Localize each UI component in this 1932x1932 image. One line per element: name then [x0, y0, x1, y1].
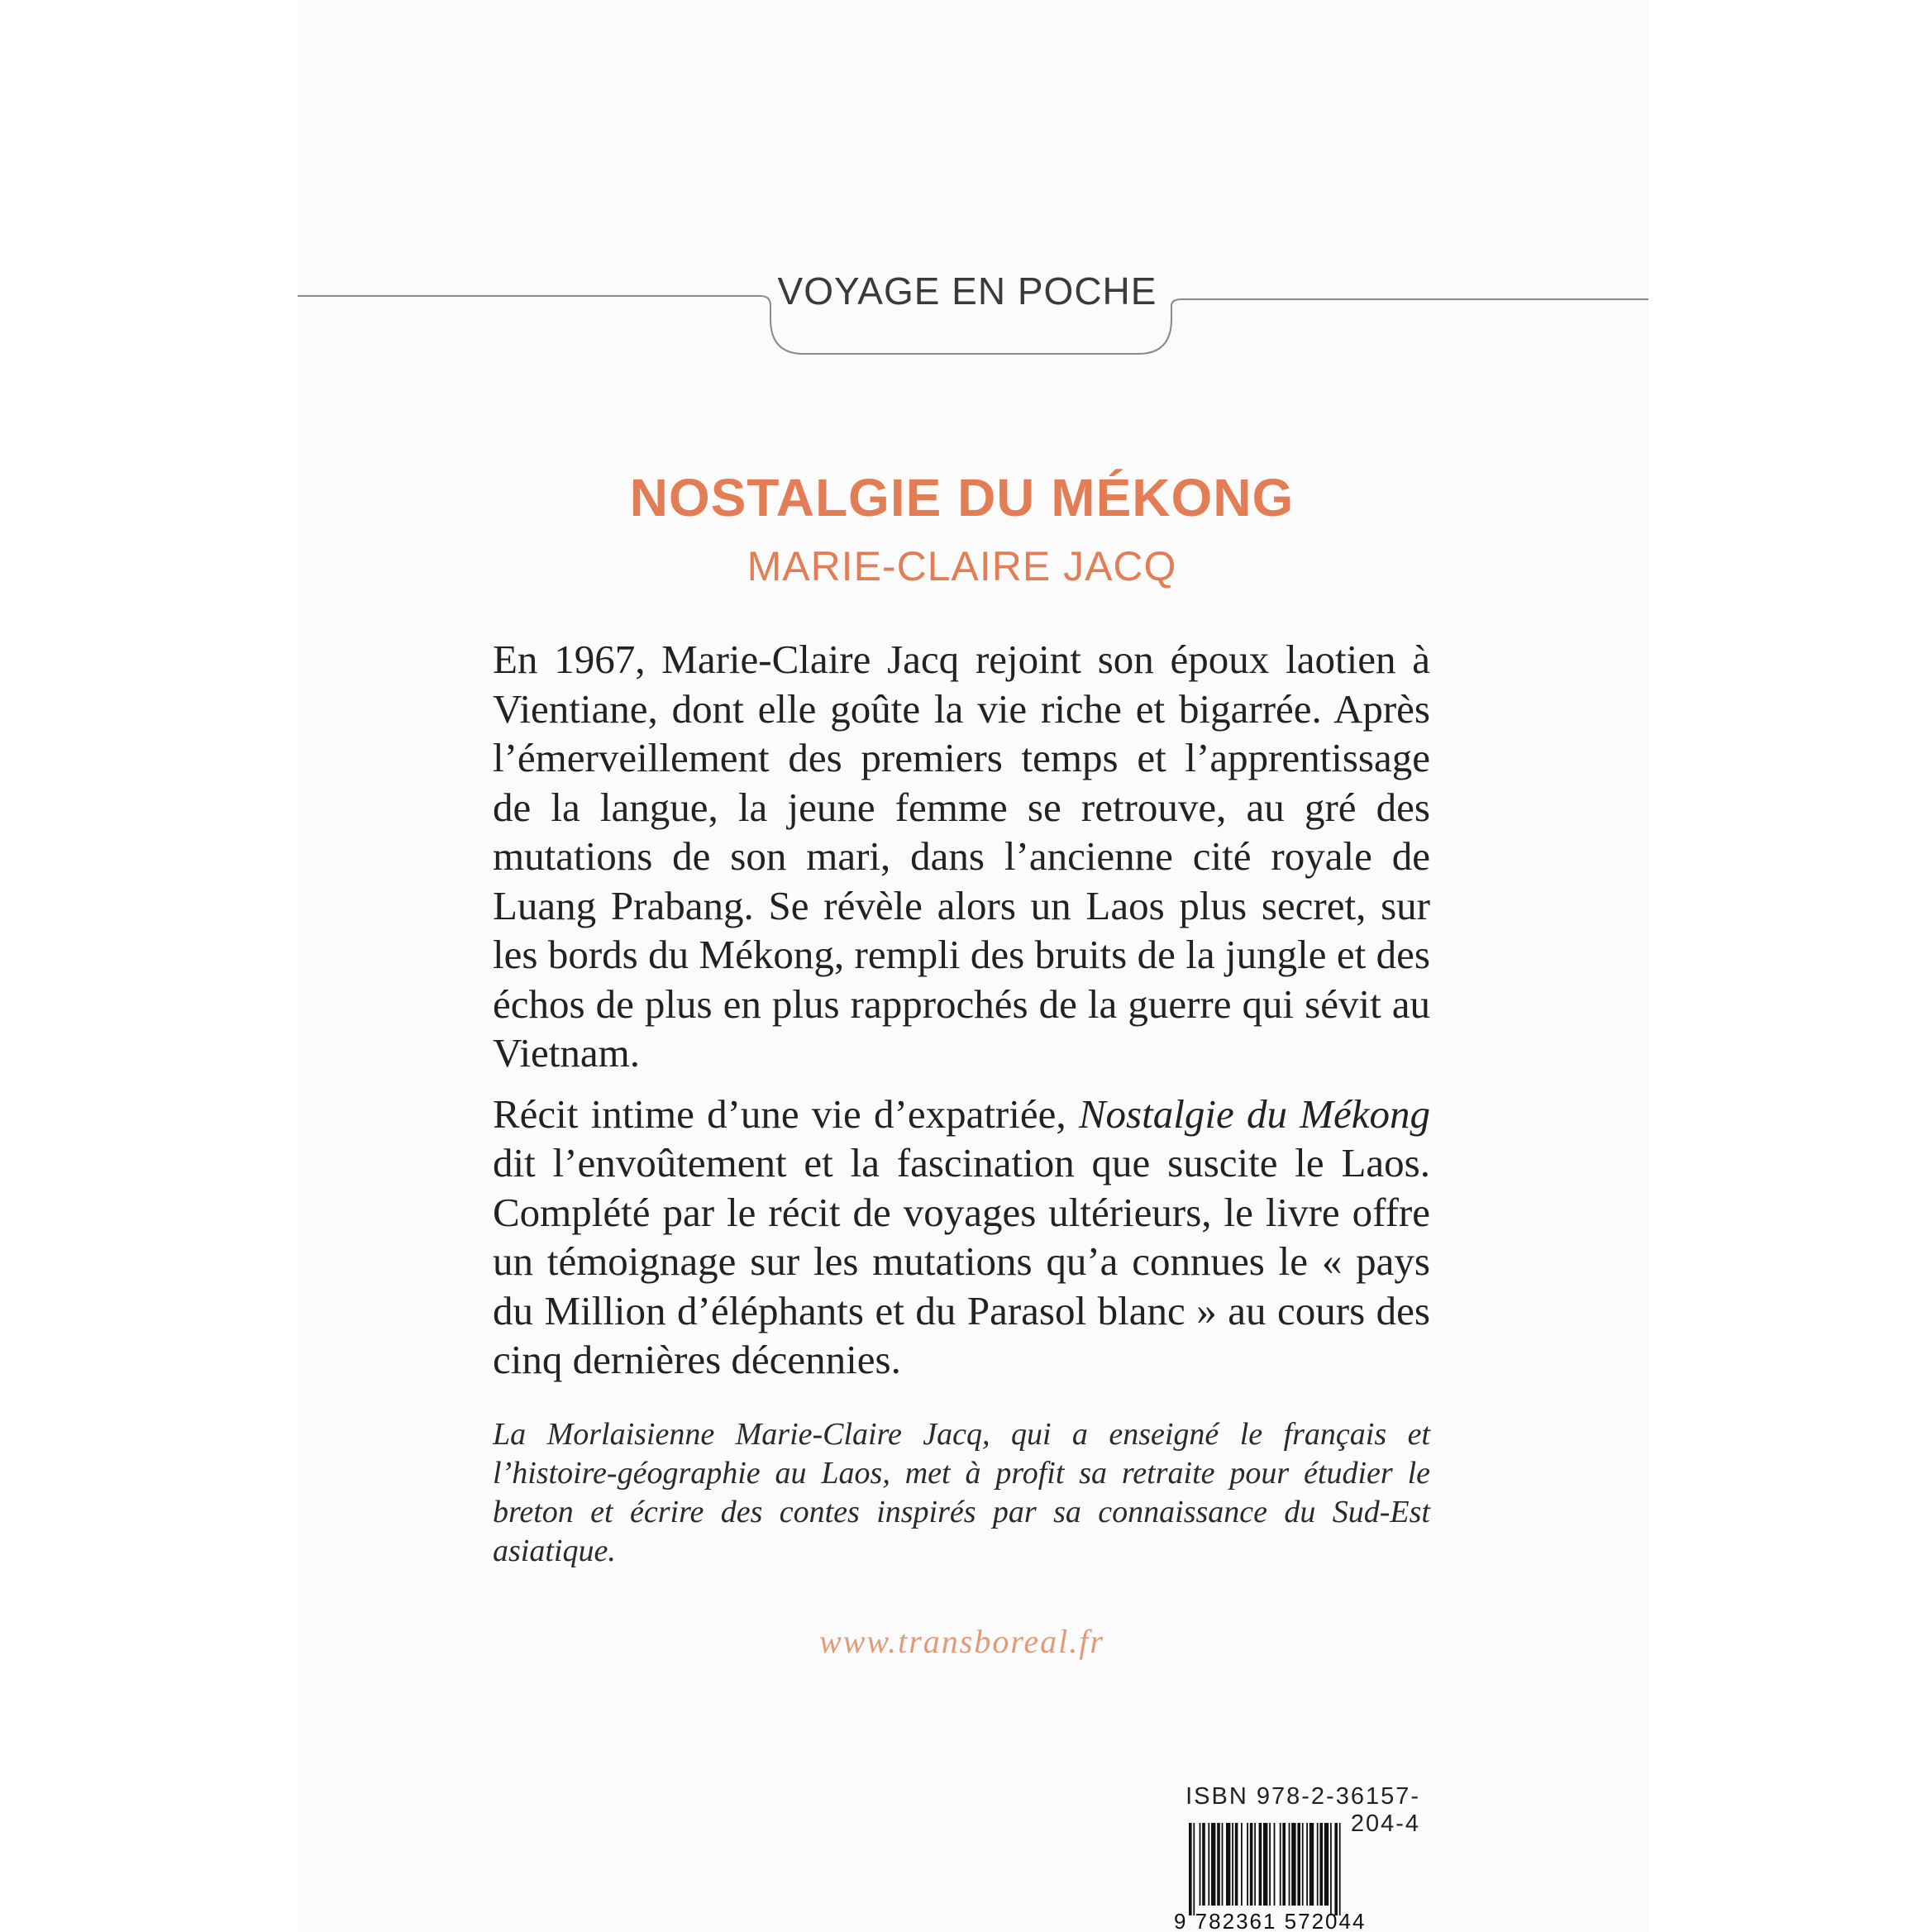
book-summary: [493, 635, 1430, 1396]
summary-paragraph-2-rest: dit l’envoûtement et la fascination que suscite le Laos. Complété par le récit de voyages ultérieurs, le livre offre un témoignage sur les mutations qu’a connues le « pays du Million d’éléphants et du Parasol blanc » au cours des cinq dernières décennies.: [493, 1140, 1430, 1382]
barcode-digits: 9 782361 572044: [1174, 1909, 1367, 1932]
barcode-bar: [1208, 1823, 1209, 1906]
barcode-bar: [1309, 1823, 1314, 1906]
isbn-number: ISBN 978-2-36157-204-4: [1185, 1783, 1420, 1837]
barcode-bar: [1217, 1823, 1220, 1906]
barcode-bar: [1189, 1823, 1192, 1915]
barcode-bar: [1282, 1823, 1286, 1906]
barcode-bar: [1339, 1823, 1341, 1915]
author-bio: La Morlaisienne Marie-Claire Jacq, qui a enseigné le français et l’histoire-géographie au Laos, met à profit sa retraite pour étudier le breton et écrire des contes inspirés par sa connaissance du Sud-Est asiatique.: [493, 1417, 1430, 1568]
barcode-bar: [1274, 1823, 1276, 1906]
barcode-bar: [1259, 1823, 1262, 1906]
summary-paragraph-2-lead: Récit intime d’une vie d’expatriée,: [493, 1090, 1079, 1137]
barcode-bar: [1319, 1823, 1323, 1906]
barcode-bar: [1202, 1823, 1205, 1906]
barcode-bar: [1289, 1823, 1290, 1906]
book-author: MARIE-CLAIRE JACQ: [747, 543, 1177, 589]
barcode-bar: [1241, 1823, 1243, 1906]
barcode-bar: [1280, 1823, 1281, 1906]
barcode-bar: [1302, 1823, 1304, 1906]
barcode-bar: [1254, 1823, 1256, 1906]
barcode-bar: [1250, 1823, 1253, 1906]
barcode-bar: [1226, 1823, 1230, 1906]
barcode-bar: [1193, 1823, 1195, 1915]
book-title: NOSTALGIE DU MÉKONG: [629, 468, 1295, 527]
barcode-bar: [1222, 1823, 1224, 1906]
barcode-bar: [1306, 1823, 1308, 1906]
barcode-bar: [1235, 1823, 1238, 1906]
publisher-website: www.transboreal.fr: [819, 1623, 1104, 1660]
barcode-bar: [1247, 1823, 1248, 1906]
barcode-bar: [1297, 1823, 1300, 1906]
barcode-bar: [1324, 1823, 1329, 1906]
barcode-bar: [1291, 1823, 1295, 1906]
barcode-bar: [1269, 1823, 1271, 1906]
barcode-bar: [1232, 1823, 1233, 1906]
summary-paragraph-1: En 1967, Marie-Claire Jacq rejoint son époux laotien à Vientiane, dont elle goûte la vie riche et bigarrée. Après l’émerveillement des premiers temps et l’apprentissage de la langue, la jeune femme se retrouve, au gré des mutations de son mari, dans l’ancienne cité royale de Luang Prabang. Se révèle alors un Laos plus secret, sur les bords du Mékong, rempli des bruits de la jungle et des échos de plus en plus rapprochés de la guerre qui sévit au Vietnam.: [493, 637, 1430, 1076]
summary-paragraph-2: [493, 1090, 1430, 1385]
barcode-bar: [1330, 1823, 1332, 1915]
summary-title-mention: Nostalgie du Mékong: [1078, 1090, 1430, 1137]
barcode-bar: [1200, 1823, 1201, 1906]
barcode: [1174, 1823, 1422, 1932]
barcode-bar: [1211, 1823, 1215, 1906]
collection-label: VOYAGE EN POCHE: [777, 270, 1157, 312]
barcode-bar: [1263, 1823, 1267, 1906]
barcode-bar: [1334, 1823, 1338, 1915]
barcode-bar: [1317, 1823, 1319, 1906]
